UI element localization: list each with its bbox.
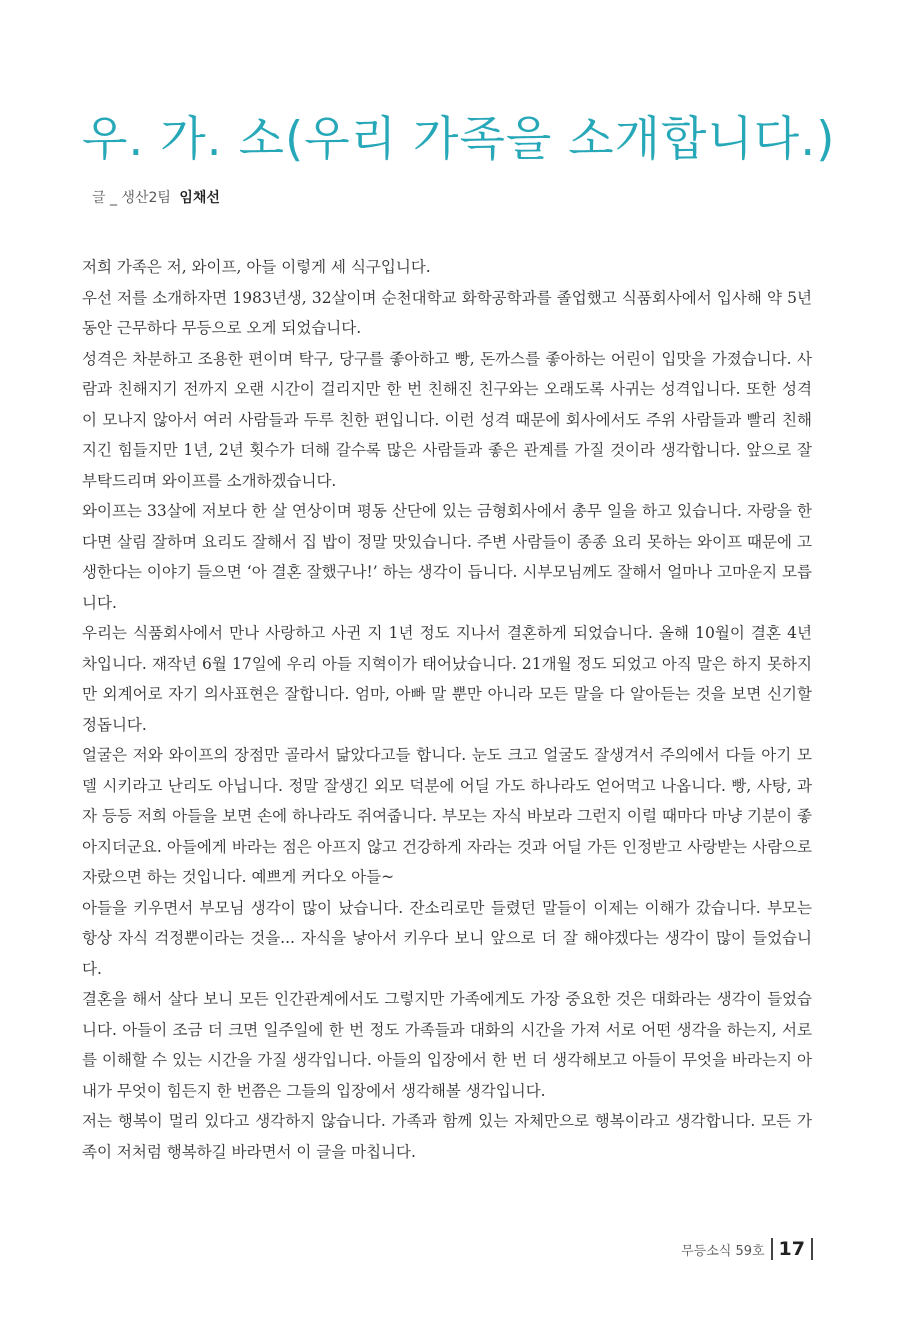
paragraph: 우선 저를 소개하자면 1983년생, 32살이며 순천대학교 화학공학과를 졸업했고 식품회사에서 입사해 약 5년 동안 근무하다 무등으로 오게 되었습니다. — [82, 288, 812, 337]
paragraph: 저희 가족은 저, 와이프, 아들 이렇게 세 식구입니다. — [82, 258, 431, 276]
paragraph: 성격은 차분하고 조용한 편이며 탁구, 당구를 좋아하고 빵, 돈까스를 좋아하는 어린이 입맛을 가졌습니다. 사람과 친해지기 전까지 오랜 시간이 걸리지만 한 번 친해진 친구와는 오래도록 사귀는 성격입니다. 또한 성격이 모나지 않아서 여러 사람들과 두루 친한 편입니다. 이런 성격 때문에 회사에서도 주위 사람들과 빨리 친해지긴 힘들지만 1년, 2년 횟수가 더해 갈수록 많은 사람들과 좋은 관계를 가질 것이라 생각합니다. 앞으로 잘 부탁드리며 와이프를 소개하겠습니다. — [82, 349, 812, 490]
author-name: 임채선 — [179, 190, 220, 206]
paragraph: 우리는 식품회사에서 만나 사랑하고 사귄 지 1년 정도 지나서 결혼하게 되었습니다. 올해 10월이 결혼 4년 차입니다. 재작년 6월 17일에 우리 아들 지혁이가 태어났습니다. 21개월 정도 되었고 아직 말은 하지 못하지만 외계어로 자기 의사표현은 잘합니다. 엄마, 아빠 말 뿐만 아니라 모든 말을 다 알아듣는 것을 보면 신기할 정돕니다. — [82, 624, 812, 734]
article-title: 우. 가. 소(우리 가족을 소개합니다.) — [82, 112, 836, 167]
footer-divider — [811, 1238, 813, 1260]
byline — [92, 187, 220, 207]
page-footer — [681, 1238, 819, 1260]
paragraph: 와이프는 33살에 저보다 한 살 연상이며 평동 산단에 있는 금형회사에서 총무 일을 하고 있습니다. 자랑을 한다면 살림 잘하며 요리도 잘해서 집 밥이 정말 맛있습니다. 주변 사람들이 종종 요리 못하는 와이프 때문에 고생한다는 이야기 들으면 ‘아 결혼 잘했구나!’ 하는 생각이 듭니다. 시부모님께도 잘해서 얼마나 고마운지 모릅니다. — [82, 502, 812, 612]
paragraph: 저는 행복이 멀리 있다고 생각하지 않습니다. 가족과 함께 있는 자체만으로 행복이라고 생각합니다. 모든 가족이 저처럼 행복하길 바라면서 이 글을 마칩니다. — [82, 1112, 812, 1161]
footer-divider — [771, 1238, 773, 1260]
byline-prefix: 글 _ 생산2팀 — [92, 190, 171, 206]
paragraph: 결혼을 해서 살다 보니 모든 인간관계에서도 그렇지만 가족에게도 가장 중요한 것은 대화라는 생각이 들었습니다. 아들이 조금 더 크면 일주일에 한 번 정도 가족들과 대화의 시간을 가져 서로 어떤 생각을 하는지, 서로를 이해할 수 있는 시간을 가질 생각입니다. 아들의 입장에서 한 번 더 생각해보고 아들이 무엇을 바라는지 아내가 무엇이 힘든지 한 번쯤은 그들의 입장에서 생각해볼 생각입니다. — [82, 990, 812, 1100]
magazine-issue: 무등소식 59호 — [681, 1243, 765, 1259]
paragraph: 얼굴은 저와 와이프의 장점만 골라서 닮았다고들 합니다. 눈도 크고 얼굴도 잘생겨서 주의에서 다들 아기 모델 시키라고 난리도 아닙니다. 정말 잘생긴 외모 덕분에 어딜 가도 하나라도 얻어먹고 나옵니다. 빵, 사탕, 과자 등등 저희 아들을 보면 손에 하나라도 쥐여줍니다. 부모는 자식 바보라 그런지 이럴 때마다 마냥 기분이 좋아지더군요. 아들에게 바라는 점은 아프지 않고 건강하게 자라는 것과 어딜 가든 인정받고 사랑받는 사람으로 자랐으면 하는 것입니다. 예쁘게 커다오 아들~ — [82, 746, 812, 886]
paragraph: 아들을 키우면서 부모님 생각이 많이 났습니다. 잔소리로만 들렸던 말들이 이제는 이해가 갔습니다. 부모는 항상 자식 걱정뿐이라는 것을... 자식을 낳아서 키우다 보니 앞으로 더 잘 해야겠다는 생각이 많이 들었습니다. — [82, 898, 812, 978]
article-body — [82, 252, 812, 1167]
page-number: 17 — [778, 1238, 805, 1260]
